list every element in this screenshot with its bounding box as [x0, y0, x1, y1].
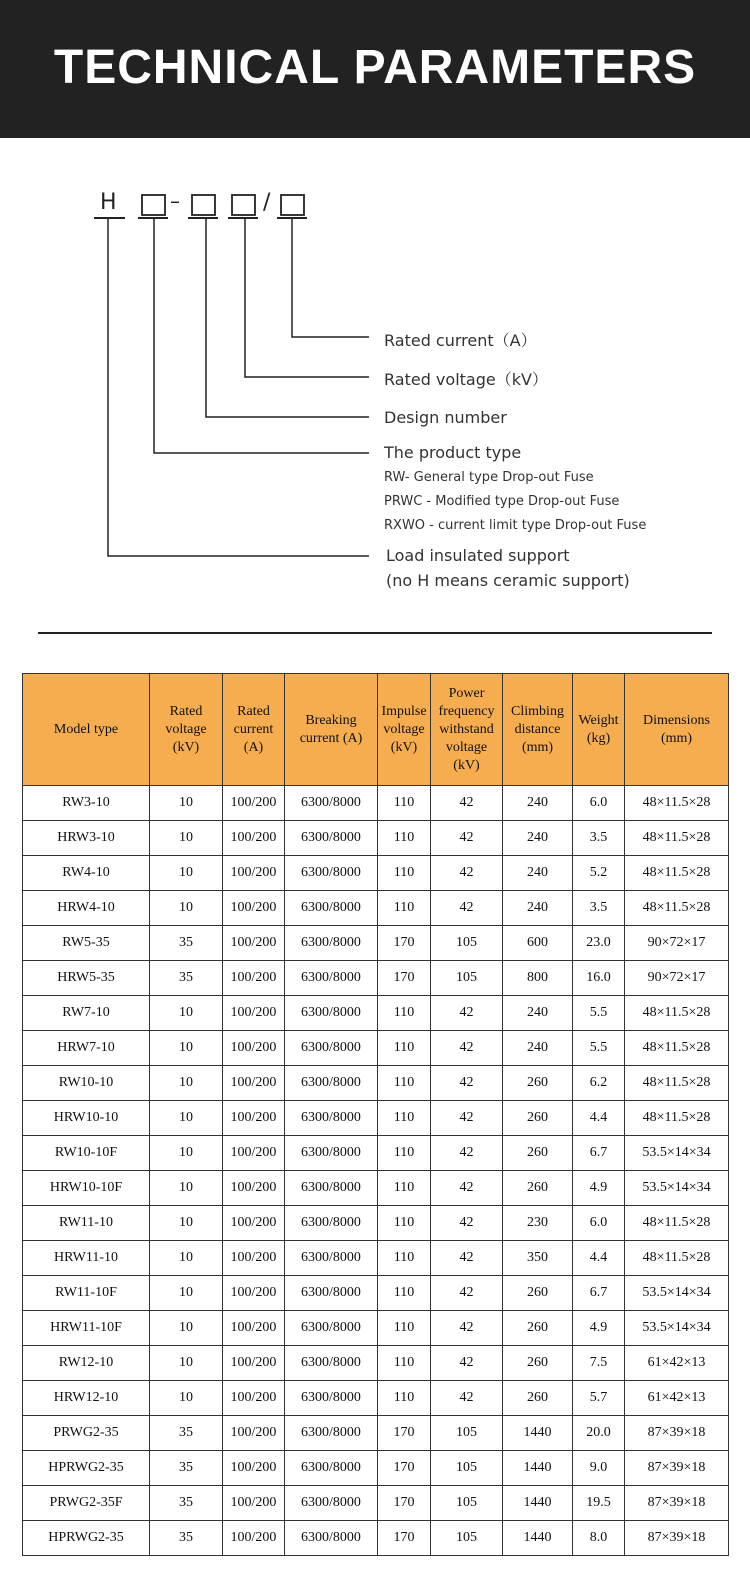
table-row — [23, 1311, 729, 1346]
table-cell: 6300/8000 — [285, 1451, 378, 1486]
table-cell: 5.7 — [573, 1381, 625, 1416]
table-cell: HRW5-35 — [23, 961, 150, 996]
table-cell: 35 — [150, 1416, 223, 1451]
table-cell: 100/200 — [223, 1486, 285, 1521]
code-box-1 — [142, 195, 165, 215]
table-cell: 10 — [150, 856, 223, 891]
table-cell: 9.0 — [573, 1451, 625, 1486]
column-header — [431, 674, 503, 786]
table-cell: 800 — [503, 961, 573, 996]
column-header — [285, 674, 378, 786]
table-cell: 6.7 — [573, 1276, 625, 1311]
table-cell: 48×11.5×28 — [625, 1206, 729, 1241]
header-text: (mm) — [660, 730, 693, 746]
table-cell: RW7-10 — [23, 996, 150, 1031]
table-cell: 20.0 — [573, 1416, 625, 1451]
table-cell: 42 — [431, 1171, 503, 1206]
table-row — [23, 786, 729, 821]
table-cell: 105 — [431, 1451, 503, 1486]
table-body — [23, 786, 729, 1556]
table-cell: RW11-10 — [23, 1206, 150, 1241]
table-cell: 42 — [431, 1346, 503, 1381]
table-cell: 61×42×13 — [625, 1346, 729, 1381]
table-cell: 53.5×14×34 — [625, 1276, 729, 1311]
header-text: voltage — [383, 721, 425, 737]
table-cell: 10 — [150, 786, 223, 821]
table-cell: 42 — [431, 1066, 503, 1101]
table-cell: 3.5 — [573, 891, 625, 926]
table-cell: 4.9 — [573, 1171, 625, 1206]
table-cell: 35 — [150, 961, 223, 996]
table-cell: 6300/8000 — [285, 786, 378, 821]
table-cell: 100/200 — [223, 1206, 285, 1241]
table-cell: 10 — [150, 891, 223, 926]
table-cell: 10 — [150, 1276, 223, 1311]
code-box-3 — [232, 195, 255, 215]
table-cell: 260 — [503, 1136, 573, 1171]
header-text: Rated — [169, 703, 203, 719]
table-cell: 100/200 — [223, 786, 285, 821]
table-cell: 6300/8000 — [285, 821, 378, 856]
table-cell: HPRWG2-35 — [23, 1521, 150, 1556]
table-cell: 6.2 — [573, 1066, 625, 1101]
parameters-table — [22, 673, 729, 1556]
table-cell: 110 — [378, 1066, 431, 1101]
table-cell: 48×11.5×28 — [625, 1031, 729, 1066]
table-cell: 100/200 — [223, 1101, 285, 1136]
table-cell: 110 — [378, 891, 431, 926]
table-cell: 35 — [150, 1521, 223, 1556]
code-box-2 — [192, 195, 215, 215]
column-header — [503, 674, 573, 786]
table-cell: 100/200 — [223, 996, 285, 1031]
header-text: voltage — [445, 739, 488, 755]
table-cell: 6300/8000 — [285, 856, 378, 891]
table-cell: 3.5 — [573, 821, 625, 856]
table-cell: 6300/8000 — [285, 1206, 378, 1241]
table-row — [23, 1346, 729, 1381]
label-rated-voltage: Rated voltage（kV） — [384, 370, 548, 389]
table-cell: 42 — [431, 1136, 503, 1171]
table-cell: 110 — [378, 1136, 431, 1171]
table-cell: 105 — [431, 1521, 503, 1556]
table-cell: 6300/8000 — [285, 1346, 378, 1381]
column-header — [23, 674, 150, 786]
table-cell: 110 — [378, 786, 431, 821]
table-cell: 42 — [431, 1206, 503, 1241]
table-row — [23, 1101, 729, 1136]
header-text: Climbing — [511, 703, 564, 719]
table-cell: 260 — [503, 1066, 573, 1101]
table-cell: 48×11.5×28 — [625, 1066, 729, 1101]
table-cell: 8.0 — [573, 1521, 625, 1556]
table-row — [23, 1241, 729, 1276]
table-row — [23, 1521, 729, 1556]
table-cell: PRWG2-35 — [23, 1416, 150, 1451]
table-cell: 10 — [150, 996, 223, 1031]
table-cell: 260 — [503, 1346, 573, 1381]
table-cell: 35 — [150, 1451, 223, 1486]
table-cell: 6300/8000 — [285, 1521, 378, 1556]
table-row — [23, 1486, 729, 1521]
table-cell: 42 — [431, 1381, 503, 1416]
table-cell: 10 — [150, 1066, 223, 1101]
table-cell: 42 — [431, 1276, 503, 1311]
table-cell: 6300/8000 — [285, 961, 378, 996]
label-rated-current: Rated current（A） — [384, 331, 537, 350]
header-text: (mm) — [521, 739, 554, 755]
table-cell: 10 — [150, 821, 223, 856]
table-cell: 110 — [378, 1276, 431, 1311]
table-cell: 42 — [431, 821, 503, 856]
table-cell: 42 — [431, 856, 503, 891]
table-cell: 100/200 — [223, 1521, 285, 1556]
table-row — [23, 1416, 729, 1451]
table-cell: 100/200 — [223, 1241, 285, 1276]
page-title: TECHNICAL PARAMETERS — [53, 41, 697, 94]
header-text: Dimensions — [643, 712, 710, 728]
table-cell: HRW4-10 — [23, 891, 150, 926]
table-cell: 240 — [503, 996, 573, 1031]
header-text: distance — [514, 721, 561, 737]
header-text: current (A) — [299, 730, 363, 746]
table-cell: 10 — [150, 1136, 223, 1171]
column-header — [573, 674, 625, 786]
header-text: Impulse — [381, 703, 427, 719]
label-type-rw: RW- General type Drop-out Fuse — [384, 470, 594, 485]
table-cell: 110 — [378, 1206, 431, 1241]
table-cell: 5.2 — [573, 856, 625, 891]
table-cell: 16.0 — [573, 961, 625, 996]
table-cell: 87×39×18 — [625, 1521, 729, 1556]
table-cell: 48×11.5×28 — [625, 1241, 729, 1276]
column-header — [378, 674, 431, 786]
connector-rated-voltage — [245, 218, 369, 377]
table-cell: 1440 — [503, 1416, 573, 1451]
table-cell: 240 — [503, 856, 573, 891]
table-cell: 110 — [378, 821, 431, 856]
table-cell: 19.5 — [573, 1486, 625, 1521]
table-cell: 48×11.5×28 — [625, 891, 729, 926]
table-cell: HRW12-10 — [23, 1381, 150, 1416]
table-cell: HRW3-10 — [23, 821, 150, 856]
table-cell: 100/200 — [223, 1171, 285, 1206]
table-cell: 6300/8000 — [285, 1241, 378, 1276]
table-cell: 42 — [431, 786, 503, 821]
code-box-4 — [281, 195, 304, 215]
table-row — [23, 996, 729, 1031]
label-support-line1: Load insulated support — [386, 546, 570, 565]
table-cell: 100/200 — [223, 926, 285, 961]
table-cell: HPRWG2-35 — [23, 1451, 150, 1486]
table-cell: 100/200 — [223, 1381, 285, 1416]
table-cell: 42 — [431, 1031, 503, 1066]
table-cell: 90×72×17 — [625, 961, 729, 996]
table-cell: 110 — [378, 1101, 431, 1136]
table-cell: 6300/8000 — [285, 1276, 378, 1311]
table-cell: HRW10-10 — [23, 1101, 150, 1136]
table-cell: 87×39×18 — [625, 1486, 729, 1521]
header-text: Model type — [53, 721, 119, 737]
header-text: Breaking — [305, 712, 357, 728]
table-cell: HRW7-10 — [23, 1031, 150, 1066]
table-cell: RW3-10 — [23, 786, 150, 821]
table-row — [23, 961, 729, 996]
table-cell: 53.5×14×34 — [625, 1171, 729, 1206]
table-cell: 6300/8000 — [285, 891, 378, 926]
header-text: (kV) — [453, 757, 480, 773]
table-cell: 6.7 — [573, 1136, 625, 1171]
table-cell: 100/200 — [223, 1136, 285, 1171]
table-cell: 7.5 — [573, 1346, 625, 1381]
table-cell: 48×11.5×28 — [625, 821, 729, 856]
table-cell: 100/200 — [223, 1311, 285, 1346]
table-cell: 100/200 — [223, 1346, 285, 1381]
table-row — [23, 1171, 729, 1206]
table-cell: 35 — [150, 926, 223, 961]
table-cell: 6300/8000 — [285, 1381, 378, 1416]
table-row — [23, 1381, 729, 1416]
table-cell: 42 — [431, 1241, 503, 1276]
header-text: current — [233, 721, 274, 737]
table-cell: 100/200 — [223, 1451, 285, 1486]
table-cell: 6300/8000 — [285, 1486, 378, 1521]
table-cell: 600 — [503, 926, 573, 961]
table-cell: 100/200 — [223, 961, 285, 996]
table-header-row — [23, 674, 729, 786]
table-cell: HRW10-10F — [23, 1171, 150, 1206]
table-cell: 42 — [431, 1311, 503, 1346]
header-text: Weight — [578, 712, 619, 728]
table-row — [23, 1066, 729, 1101]
connector-rated-current — [292, 218, 369, 337]
table-cell: 4.9 — [573, 1311, 625, 1346]
table-cell: RW4-10 — [23, 856, 150, 891]
header-text: (A) — [243, 739, 264, 755]
table-cell: 260 — [503, 1276, 573, 1311]
table-cell: 100/200 — [223, 1066, 285, 1101]
table-cell: 6300/8000 — [285, 1031, 378, 1066]
table-cell: 87×39×18 — [625, 1451, 729, 1486]
table-cell: 100/200 — [223, 821, 285, 856]
table-cell: 48×11.5×28 — [625, 786, 729, 821]
table-row — [23, 1031, 729, 1066]
table-cell: 110 — [378, 1346, 431, 1381]
table-cell: 10 — [150, 1206, 223, 1241]
table-cell: RW10-10 — [23, 1066, 150, 1101]
table-cell: 170 — [378, 1451, 431, 1486]
table-cell: 53.5×14×34 — [625, 1136, 729, 1171]
table-cell: 260 — [503, 1311, 573, 1346]
table-cell: 5.5 — [573, 996, 625, 1031]
header-text: Rated — [237, 703, 270, 719]
table-cell: 170 — [378, 1416, 431, 1451]
table-cell: 240 — [503, 821, 573, 856]
table-cell: 4.4 — [573, 1101, 625, 1136]
table-cell: 6300/8000 — [285, 1311, 378, 1346]
table-cell: 10 — [150, 1381, 223, 1416]
column-header — [150, 674, 223, 786]
table-cell: 105 — [431, 1486, 503, 1521]
table-cell: 105 — [431, 961, 503, 996]
table-cell: HRW11-10 — [23, 1241, 150, 1276]
table-cell: 240 — [503, 891, 573, 926]
table-cell: 42 — [431, 891, 503, 926]
table-cell: 6300/8000 — [285, 1101, 378, 1136]
table-cell: 61×42×13 — [625, 1381, 729, 1416]
table-cell: 6.0 — [573, 786, 625, 821]
table-cell: 48×11.5×28 — [625, 856, 729, 891]
table-cell: 100/200 — [223, 891, 285, 926]
table-cell: 110 — [378, 996, 431, 1031]
table-cell: 48×11.5×28 — [625, 1101, 729, 1136]
table-cell: 10 — [150, 1311, 223, 1346]
header-text: (kV) — [172, 739, 200, 755]
table-cell: RW5-35 — [23, 926, 150, 961]
table-cell: 260 — [503, 1101, 573, 1136]
label-design-number: Design number — [384, 408, 507, 427]
label-support-line2: (no H means ceramic support) — [386, 571, 630, 590]
column-header — [625, 674, 729, 786]
table-cell: 170 — [378, 926, 431, 961]
table-cell: 10 — [150, 1241, 223, 1276]
table-cell: 6300/8000 — [285, 1416, 378, 1451]
table-row — [23, 926, 729, 961]
table-cell: HRW11-10F — [23, 1311, 150, 1346]
table-cell: 87×39×18 — [625, 1416, 729, 1451]
table-cell: 35 — [150, 1486, 223, 1521]
header-text: (kV) — [390, 739, 418, 755]
table-cell: RW11-10F — [23, 1276, 150, 1311]
label-type-prwc: PRWC - Modified type Drop-out Fuse — [384, 494, 620, 509]
table-cell: 48×11.5×28 — [625, 996, 729, 1031]
table-cell: RW12-10 — [23, 1346, 150, 1381]
table-cell: 105 — [431, 926, 503, 961]
connector-design-number — [206, 218, 369, 417]
table-cell: 110 — [378, 1381, 431, 1416]
table-cell: 110 — [378, 1171, 431, 1206]
header-text: Power — [448, 685, 485, 701]
table-cell: 240 — [503, 1031, 573, 1066]
table-row — [23, 1276, 729, 1311]
table-cell: 6300/8000 — [285, 926, 378, 961]
table-cell: 23.0 — [573, 926, 625, 961]
table-row — [23, 856, 729, 891]
connector-support — [108, 218, 369, 556]
table-cell: 170 — [378, 961, 431, 996]
table-cell: RW10-10F — [23, 1136, 150, 1171]
table-row — [23, 891, 729, 926]
table-cell: 6300/8000 — [285, 996, 378, 1031]
code-dash: – — [170, 189, 180, 213]
table-cell: 350 — [503, 1241, 573, 1276]
table-row — [23, 1451, 729, 1486]
label-type-rxwo: RXWO - current limit type Drop-out Fuse — [384, 518, 647, 533]
header-text: voltage — [165, 721, 207, 737]
code-slash: / — [263, 190, 271, 215]
table-cell: 1440 — [503, 1486, 573, 1521]
table-cell: 110 — [378, 1311, 431, 1346]
table-cell: 10 — [150, 1171, 223, 1206]
table-cell: 100/200 — [223, 1276, 285, 1311]
column-header — [223, 674, 285, 786]
table-cell: 105 — [431, 1416, 503, 1451]
table-row — [23, 1136, 729, 1171]
table-cell: 90×72×17 — [625, 926, 729, 961]
header-text: (kg) — [586, 730, 611, 746]
table-cell: 260 — [503, 1381, 573, 1416]
table-row — [23, 821, 729, 856]
table-cell: 170 — [378, 1486, 431, 1521]
table-cell: 230 — [503, 1206, 573, 1241]
page-header — [0, 0, 750, 138]
table-cell: 10 — [150, 1031, 223, 1066]
table-cell: 1440 — [503, 1521, 573, 1556]
table-cell: 6300/8000 — [285, 1066, 378, 1101]
table-cell: 240 — [503, 786, 573, 821]
table-cell: 260 — [503, 1171, 573, 1206]
table-cell: 110 — [378, 1031, 431, 1066]
table-cell: 100/200 — [223, 1416, 285, 1451]
header-text: withstand — [439, 721, 494, 737]
table-cell: 110 — [378, 856, 431, 891]
table-cell: 6300/8000 — [285, 1136, 378, 1171]
table-cell: 10 — [150, 1101, 223, 1136]
label-product-type: The product type — [384, 443, 522, 462]
table-cell: 42 — [431, 996, 503, 1031]
table-cell: 6300/8000 — [285, 1171, 378, 1206]
section-divider — [38, 632, 712, 634]
table-cell: 100/200 — [223, 1031, 285, 1066]
table-cell: 170 — [378, 1521, 431, 1556]
table-cell: 42 — [431, 1101, 503, 1136]
table-cell: 110 — [378, 1241, 431, 1276]
table-cell: 100/200 — [223, 856, 285, 891]
table-cell: PRWG2-35F — [23, 1486, 150, 1521]
table-cell: 53.5×14×34 — [625, 1311, 729, 1346]
table-cell: 6.0 — [573, 1206, 625, 1241]
code-prefix-h: H — [100, 190, 117, 215]
table-row — [23, 1206, 729, 1241]
table-cell: 10 — [150, 1346, 223, 1381]
table-cell: 5.5 — [573, 1031, 625, 1066]
header-text: frequency — [438, 703, 495, 719]
table-cell: 4.4 — [573, 1241, 625, 1276]
table-cell: 1440 — [503, 1451, 573, 1486]
